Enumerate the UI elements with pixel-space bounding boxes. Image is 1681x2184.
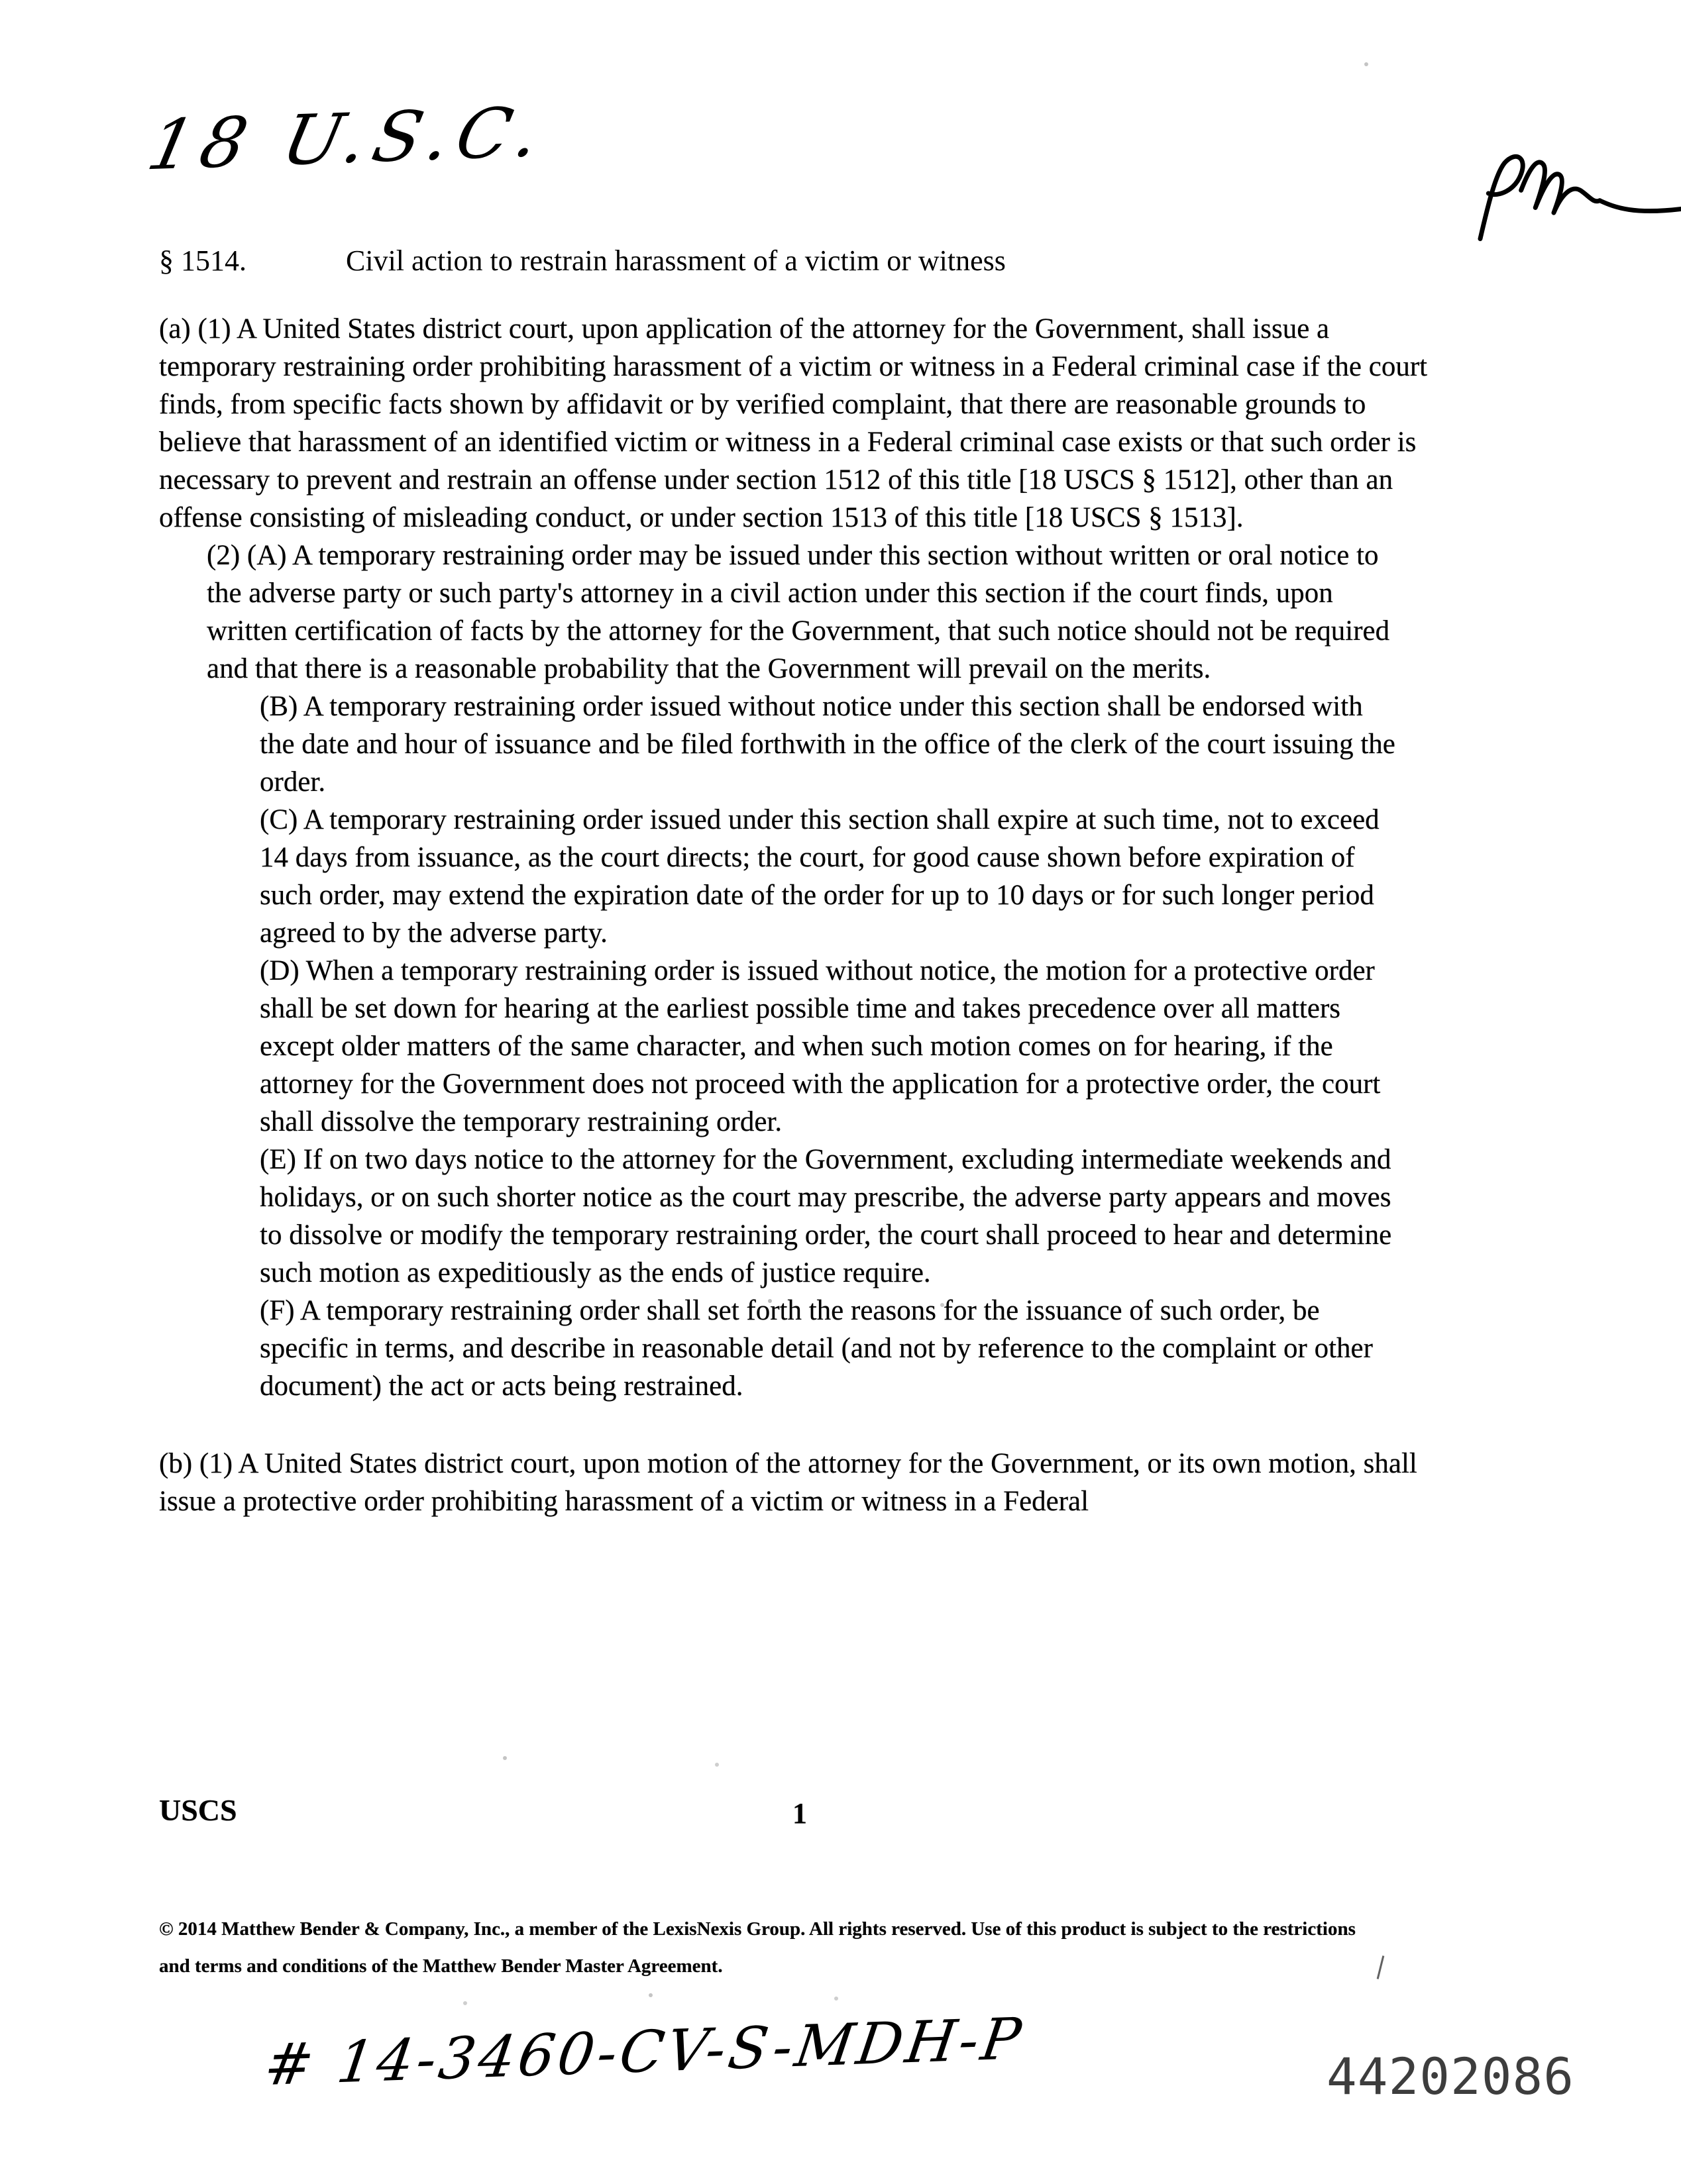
section-heading [159, 244, 1006, 278]
footer-publication: USCS [159, 1793, 237, 1827]
statute-body [159, 310, 1451, 1520]
statute-paragraph-b1: (b) (1) A United States district court, upon motion of the attorney for the Government, or its own motion, shall issue a protective order prohibiting harassment of a victim or witness in a Federal [159, 1448, 1417, 1517]
handwritten-initials [1444, 129, 1681, 262]
scan-speckles [0, 0, 3, 3]
handwritten-title: 18 U.S.C. [140, 91, 555, 186]
statute-paragraph-b: (B) A temporary restraining order issued without notice under this section shall be endorsed with the date and hour of issuance and be filed forthwith in the office of the clerk of the court issuing the order. [260, 691, 1395, 798]
statute-paragraph-d: (D) When a temporary restraining order is issued without notice, the motion for a protective order shall be set down for hearing at the earliest possible time and takes precedence over all matters except older matters of the same character, and when such motion comes on for hearing, if the attorney for the Government does not proceed with the application for a protective order, the court shall dissolve the temporary restraining order. [260, 955, 1381, 1137]
statute-paragraph-c: (C) A temporary restraining order issued under this section shall expire at such time, not to exceed 14 days from issuance, as the court directs; the court, for good cause shown before expiration of such order, may extend the expiration date of the order for up to 10 days or for such longer period agreed to by the adverse party. [260, 804, 1380, 949]
copyright-line-2: and terms and conditions of the Matthew Bender Master Agreement. [159, 1955, 723, 1977]
copyright-line-1: © 2014 Matthew Bender & Company, Inc., a member of the LexisNexis Group. All rights reserved. Use of this product is subject to the restrictions [159, 1918, 1356, 1940]
statute-paragraph-e: (E) If on two days notice to the attorney for the Government, excluding intermediate weekends and holidays, or on such shorter notice as the court may prescribe, the adverse party appears and moves to dissolve or modify the temporary restraining order, the court shall proceed to hear and determine such motion as expeditiously as the ends of justice require. [260, 1144, 1392, 1288]
statute-paragraph-a1: (a) (1) A United States district court, upon application of the attorney for the Government, shall issue a temporary restraining order prohibiting harassment of a victim or witness in a Federal criminal case if the court finds, from specific facts shown by affidavit or by verified complaint, that there are reasonable grounds to believe that harassment of an identified victim or witness in a Federal criminal case exists or that such order is necessary to prevent and restrain an offense under section 1512 of this title [18 USCS § 1512], other than an offense consisting of misleading conduct, or under section 1513 of this title [18 USCS § 1513]. [159, 313, 1428, 533]
section-title: Civil action to restrain harassment of a victim or witness [346, 244, 1006, 277]
copyright-notice [159, 1910, 1431, 1985]
statute-paragraph-2a: (2) (A) A temporary restraining order may be issued under this section without written or oral notice to the adverse party or such party's attorney in a civil action under this section if the court finds, upon written certification of facts by the attorney for the Government, that such notice should not be required and that there is a reasonable probability that the Government will prevail on the merits. [207, 540, 1390, 684]
handwritten-case-number: # 14-3460-CV-S-MDH-P [260, 2005, 1028, 2099]
statute-paragraph-f: (F) A temporary restraining order shall set forth the reasons for the issuance of such order, be specific in terms, and describe in reasonable detail (and not by reference to the complaint or other document) the act or acts being restrained. [260, 1295, 1373, 1402]
stamp-number: 44202086 [1327, 2047, 1575, 2106]
footer-page-number: 1 [792, 1797, 807, 1830]
section-number: § 1514. [159, 244, 246, 277]
